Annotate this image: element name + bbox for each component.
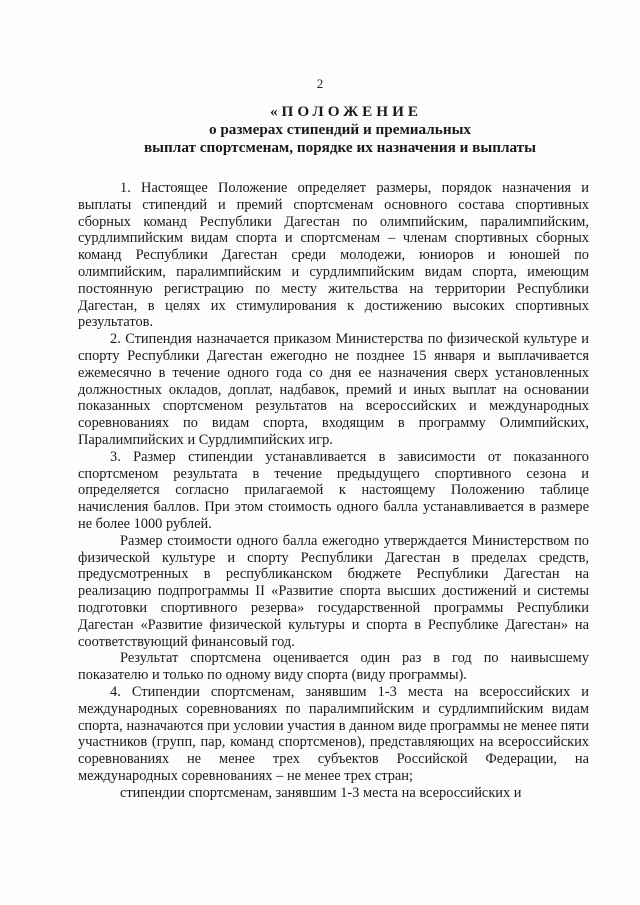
title-subtitle-line-2: выплат спортсменам, порядке их назначения и выплаты [143, 139, 537, 156]
paragraph-5: Результат спортсмена оценивается один раз в год по наивысшему показателю и только по одному виду спорта (виду программы). [78, 650, 589, 684]
paragraph-3: 3. Размер стипендии устанавливается в зависимости от показанного спортсменом результата в течение предыдущего спортивного сезона и определяется согласно прилагаемой к настоящему Положению таблице начисления баллов. При этом стоимость одного балла устанавливается в размере не более 1000 рублей. [78, 448, 589, 532]
paragraph-2: 2. Стипендия назначается приказом Министерства по физической культуре и спорту Республики Дагестан ежегодно не позднее 15 января и выплачивается ежемесячно в течение одного года со дня ее назначения сверх установленных должностных окладов, доплат, надбавок, премий и иных выплат на основании показанных спортсменом результатов на всероссийских и международных соревнованиях по видам спорта, входящим в программу Олимпийских, Паралимпийских и Сурдлимпийских игр. [78, 331, 589, 448]
paragraph-6: 4. Стипендии спортсменам, занявшим 1-3 места на всероссийских и международных соревнованиях по паралимпийским и сурдлимпийским видам спорта, назначаются при условии участия в данном виде программы не менее пяти участников (групп, пар, команд спортсменов), представляющих на всероссийских соревнованиях не менее трех субъектов Российской Федерации, на международных соревнованиях – не менее трех стран; [78, 683, 589, 784]
paragraph-7: стипендии спортсменам, занявшим 1-3 места на всероссийских и [120, 784, 522, 801]
paragraph-4: Размер стоимости одного балла ежегодно утверждается Министерством по физической культуре и спорту Республики Дагестан в пределах средств, предусмотренных в республиканском бюджете Республики Дагестан на реализацию подпрограммы II «Развитие спорта высших достижений и системы подготовки спортивного резерва» государственной программы Республики Дагестан «Развитие физической культуры и спорта в Республике Дагестан» на соответствующий финансовый год. [78, 532, 589, 650]
paragraph-1: 1. Настоящее Положение определяет размеры, порядок назначения и выплаты стипендий и премий спортсменам основного состава спортивных сборных команд Республики Дагестан по олимпийским, паралимпийским, сурдлимпийским видам спорта и спортсменам – членам спортивных сборных команд Республики Дагестан среди молодежи, юниоров и юношей по олимпийским, паралимпийским и сурдлимпийским видам спорта, имеющим постоянную регистрацию по месту жительства на территории Республики Дагестан, в целях их стимулирования к достижению высоких спортивных результатов. [78, 180, 589, 331]
title-subtitle-line-1: о размерах стипендий и премиальных [208, 121, 472, 138]
document-title [60, 103, 620, 157]
page-number: 2 [316, 76, 324, 91]
title-heading: «ПОЛОЖЕНИЕ [269, 103, 423, 120]
document-body [78, 180, 589, 801]
